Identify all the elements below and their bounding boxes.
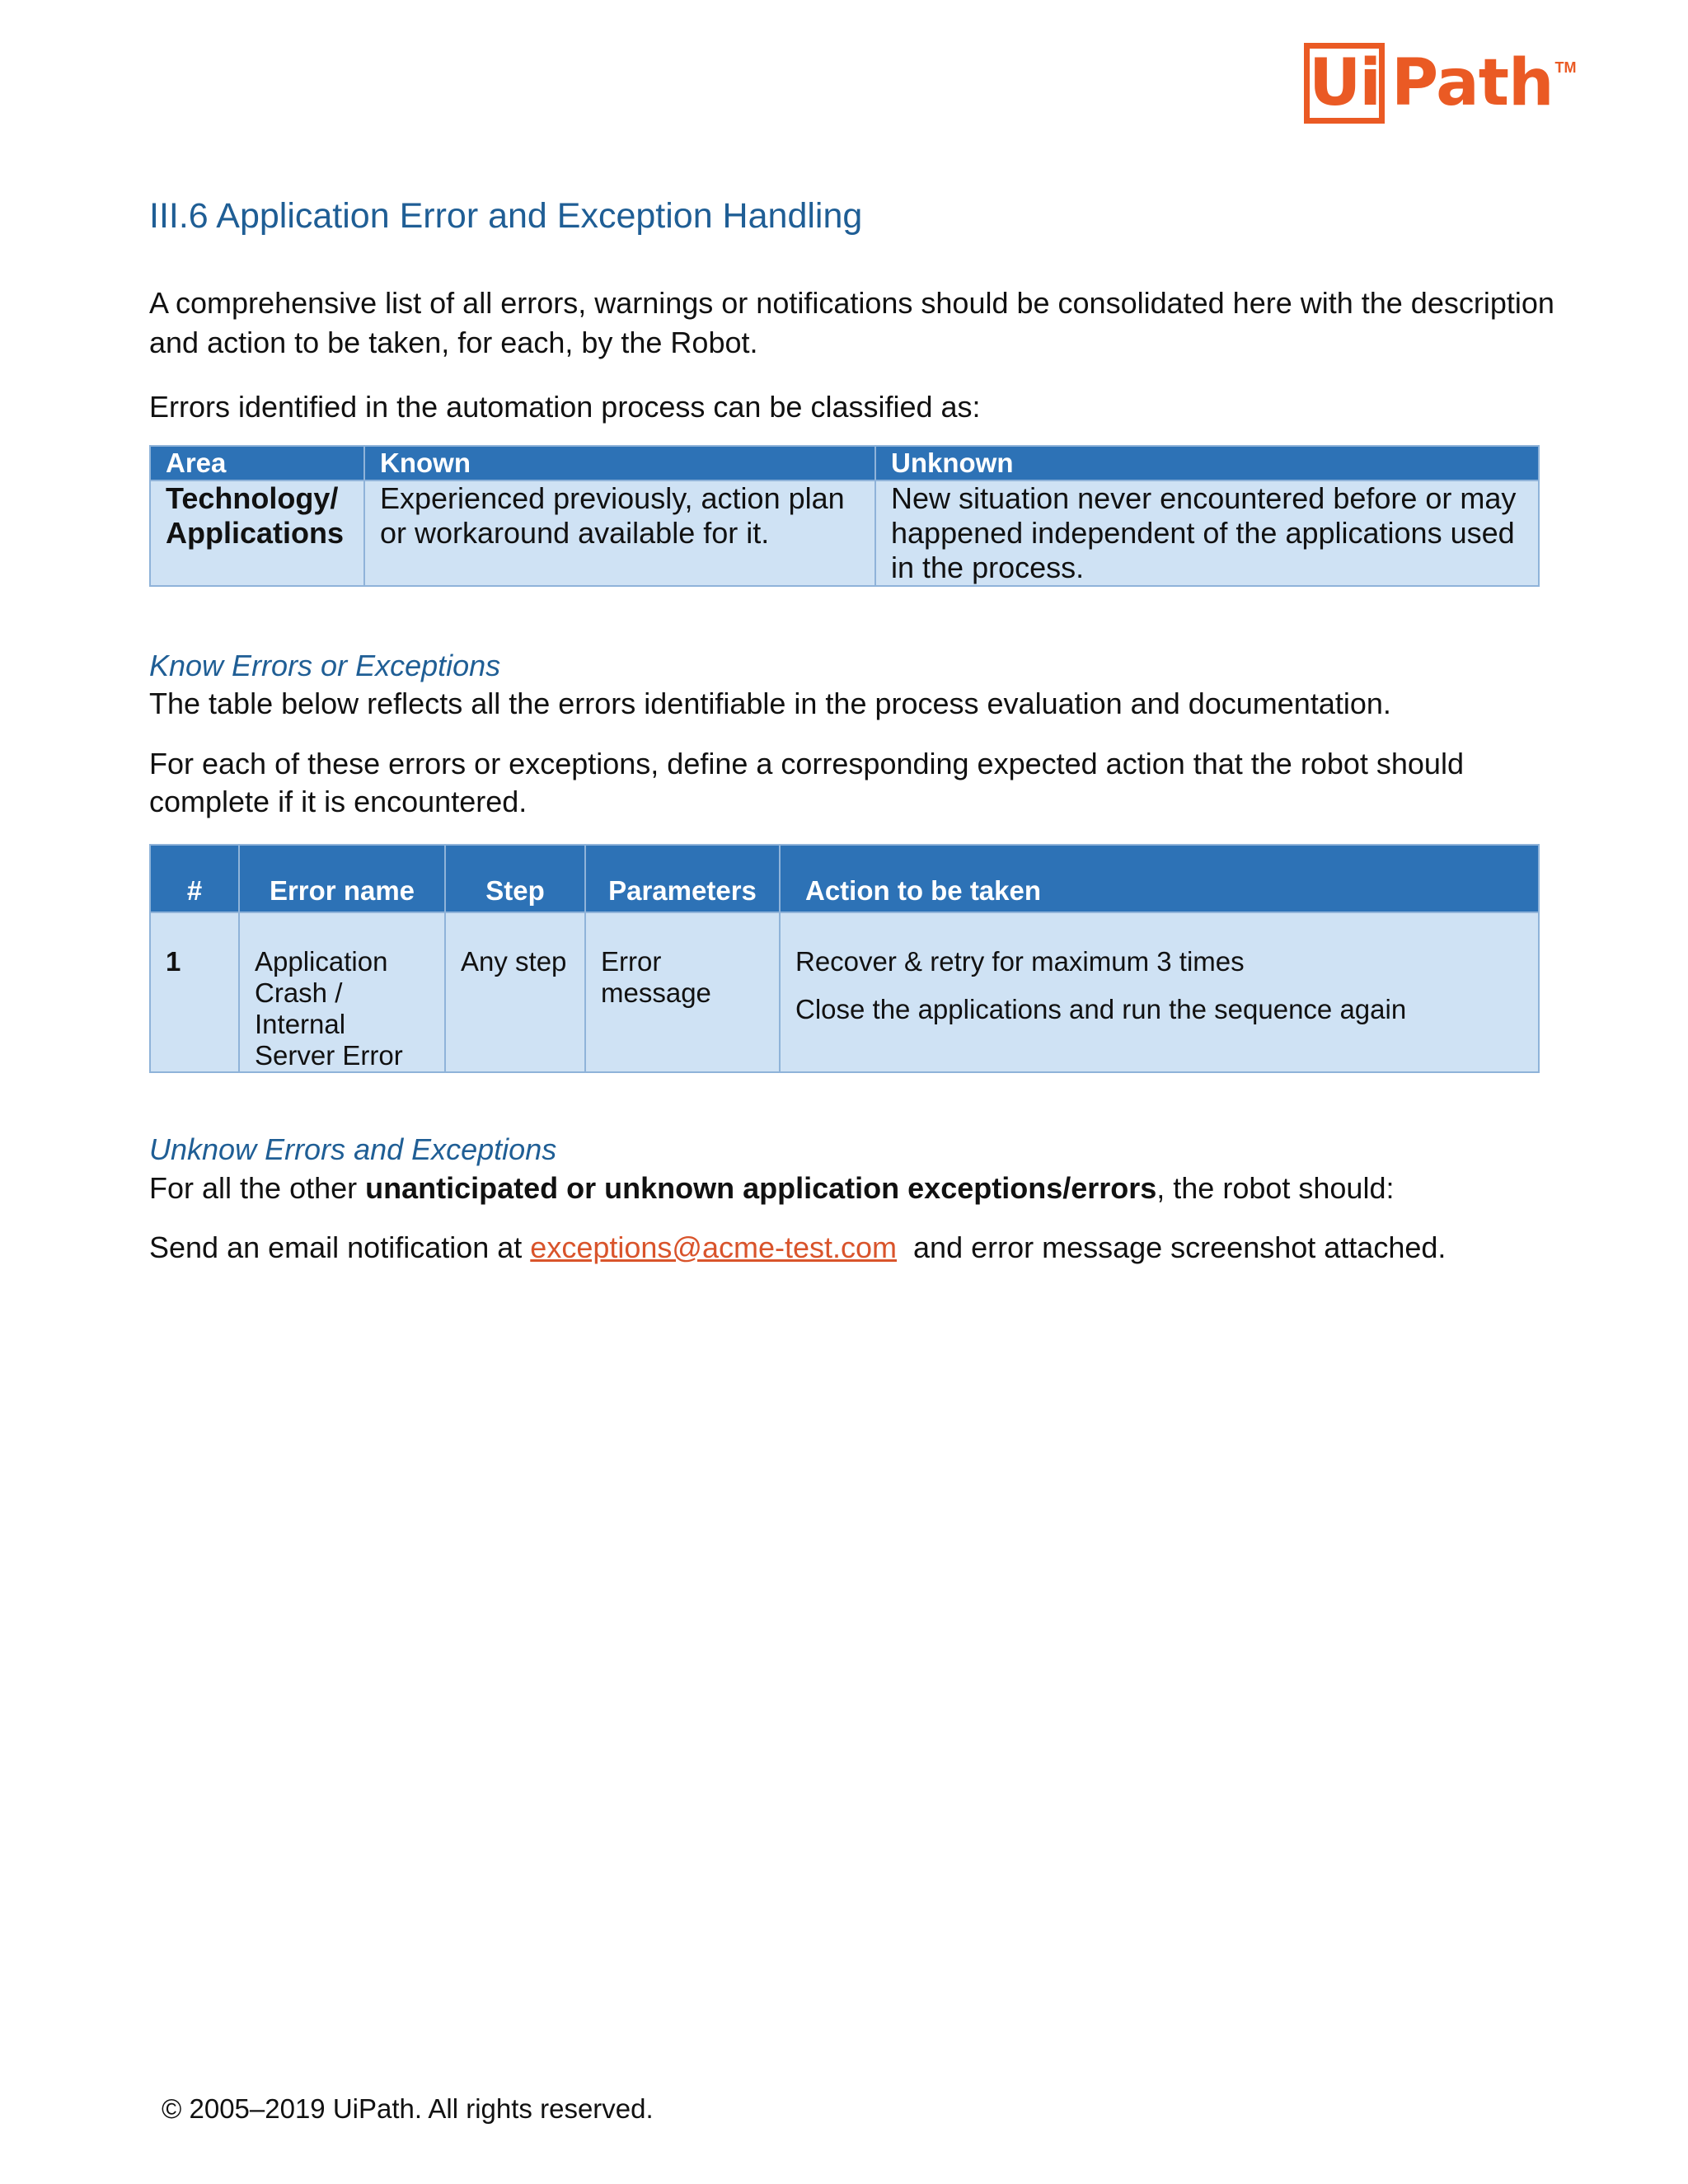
cell-area: Technology/ Applications bbox=[150, 480, 364, 586]
known-errors-text-2: For each of these errors or exceptions, define a corresponding expected action that the robot should complete if it is encountered. bbox=[149, 747, 1464, 818]
logo-box: Ui bbox=[1304, 43, 1385, 124]
unknown-text-suffix: , the robot should: bbox=[1156, 1171, 1395, 1205]
table-row bbox=[150, 480, 1539, 586]
cell-parameters: Error message bbox=[585, 912, 780, 1072]
email-suffix: and error message screenshot attached. bbox=[897, 1230, 1447, 1264]
known-errors-text-1: The table below reflects all the errors identifiable in the process evaluation and documentation. bbox=[149, 687, 1391, 720]
header-num: # bbox=[150, 845, 239, 912]
unknown-errors-title: Unknow Errors and Exceptions bbox=[149, 1132, 557, 1166]
header-step: Step bbox=[445, 845, 585, 912]
unknown-text-bold: unanticipated or unknown application exceptions/errors bbox=[365, 1171, 1157, 1205]
header-area: Area bbox=[150, 446, 364, 480]
logo-trademark: TM bbox=[1554, 59, 1577, 76]
unknown-text-prefix: For all the other bbox=[149, 1171, 366, 1205]
classification-table bbox=[149, 445, 1540, 587]
cell-action bbox=[780, 912, 1539, 1072]
classify-paragraph: Errors identified in the automation process can be classified as: bbox=[149, 390, 981, 424]
header-known: Known bbox=[364, 446, 875, 480]
logo-word: Path bbox=[1391, 46, 1554, 120]
header-unknown: Unknown bbox=[875, 446, 1539, 480]
email-link[interactable]: exceptions@acme-test.com bbox=[530, 1230, 898, 1264]
cell-unknown: New situation never encountered before or may happened independent of the applications used in the process. bbox=[875, 480, 1539, 586]
header-error-name: Error name bbox=[239, 845, 445, 912]
table-row bbox=[150, 912, 1539, 1072]
known-errors-title: Know Errors or Exceptions bbox=[149, 649, 501, 682]
email-paragraph bbox=[149, 1228, 1567, 1268]
action-line-2: Close the applications and run the sequence again bbox=[795, 994, 1407, 1024]
unknown-errors-text bbox=[149, 1169, 1567, 1208]
footer-copyright: © 2005–2019 UiPath. All rights reserved. bbox=[162, 2093, 654, 2124]
email-prefix: Send an email notification at bbox=[149, 1230, 531, 1264]
errors-header-row bbox=[150, 845, 1539, 912]
classification-header-row bbox=[150, 446, 1539, 480]
cell-step: Any step bbox=[445, 912, 585, 1072]
action-line-1: Recover & retry for maximum 3 times bbox=[795, 946, 1245, 977]
uipath-logo bbox=[1304, 43, 1577, 124]
header-action: Action to be taken bbox=[780, 845, 1539, 912]
cell-error-name: Application Crash / Internal Server Error bbox=[239, 912, 445, 1072]
header-parameters: Parameters bbox=[585, 845, 780, 912]
intro-paragraph: A comprehensive list of all errors, warnings or notifications should be consolidated here with the description and action to be taken, for each, by the Robot. bbox=[149, 286, 1554, 359]
cell-num: 1 bbox=[150, 912, 239, 1072]
errors-table bbox=[149, 844, 1540, 1073]
cell-known: Experienced previously, action plan or workaround available for it. bbox=[364, 480, 875, 586]
section-heading: III.6 Application Error and Exception Handling bbox=[149, 196, 863, 236]
